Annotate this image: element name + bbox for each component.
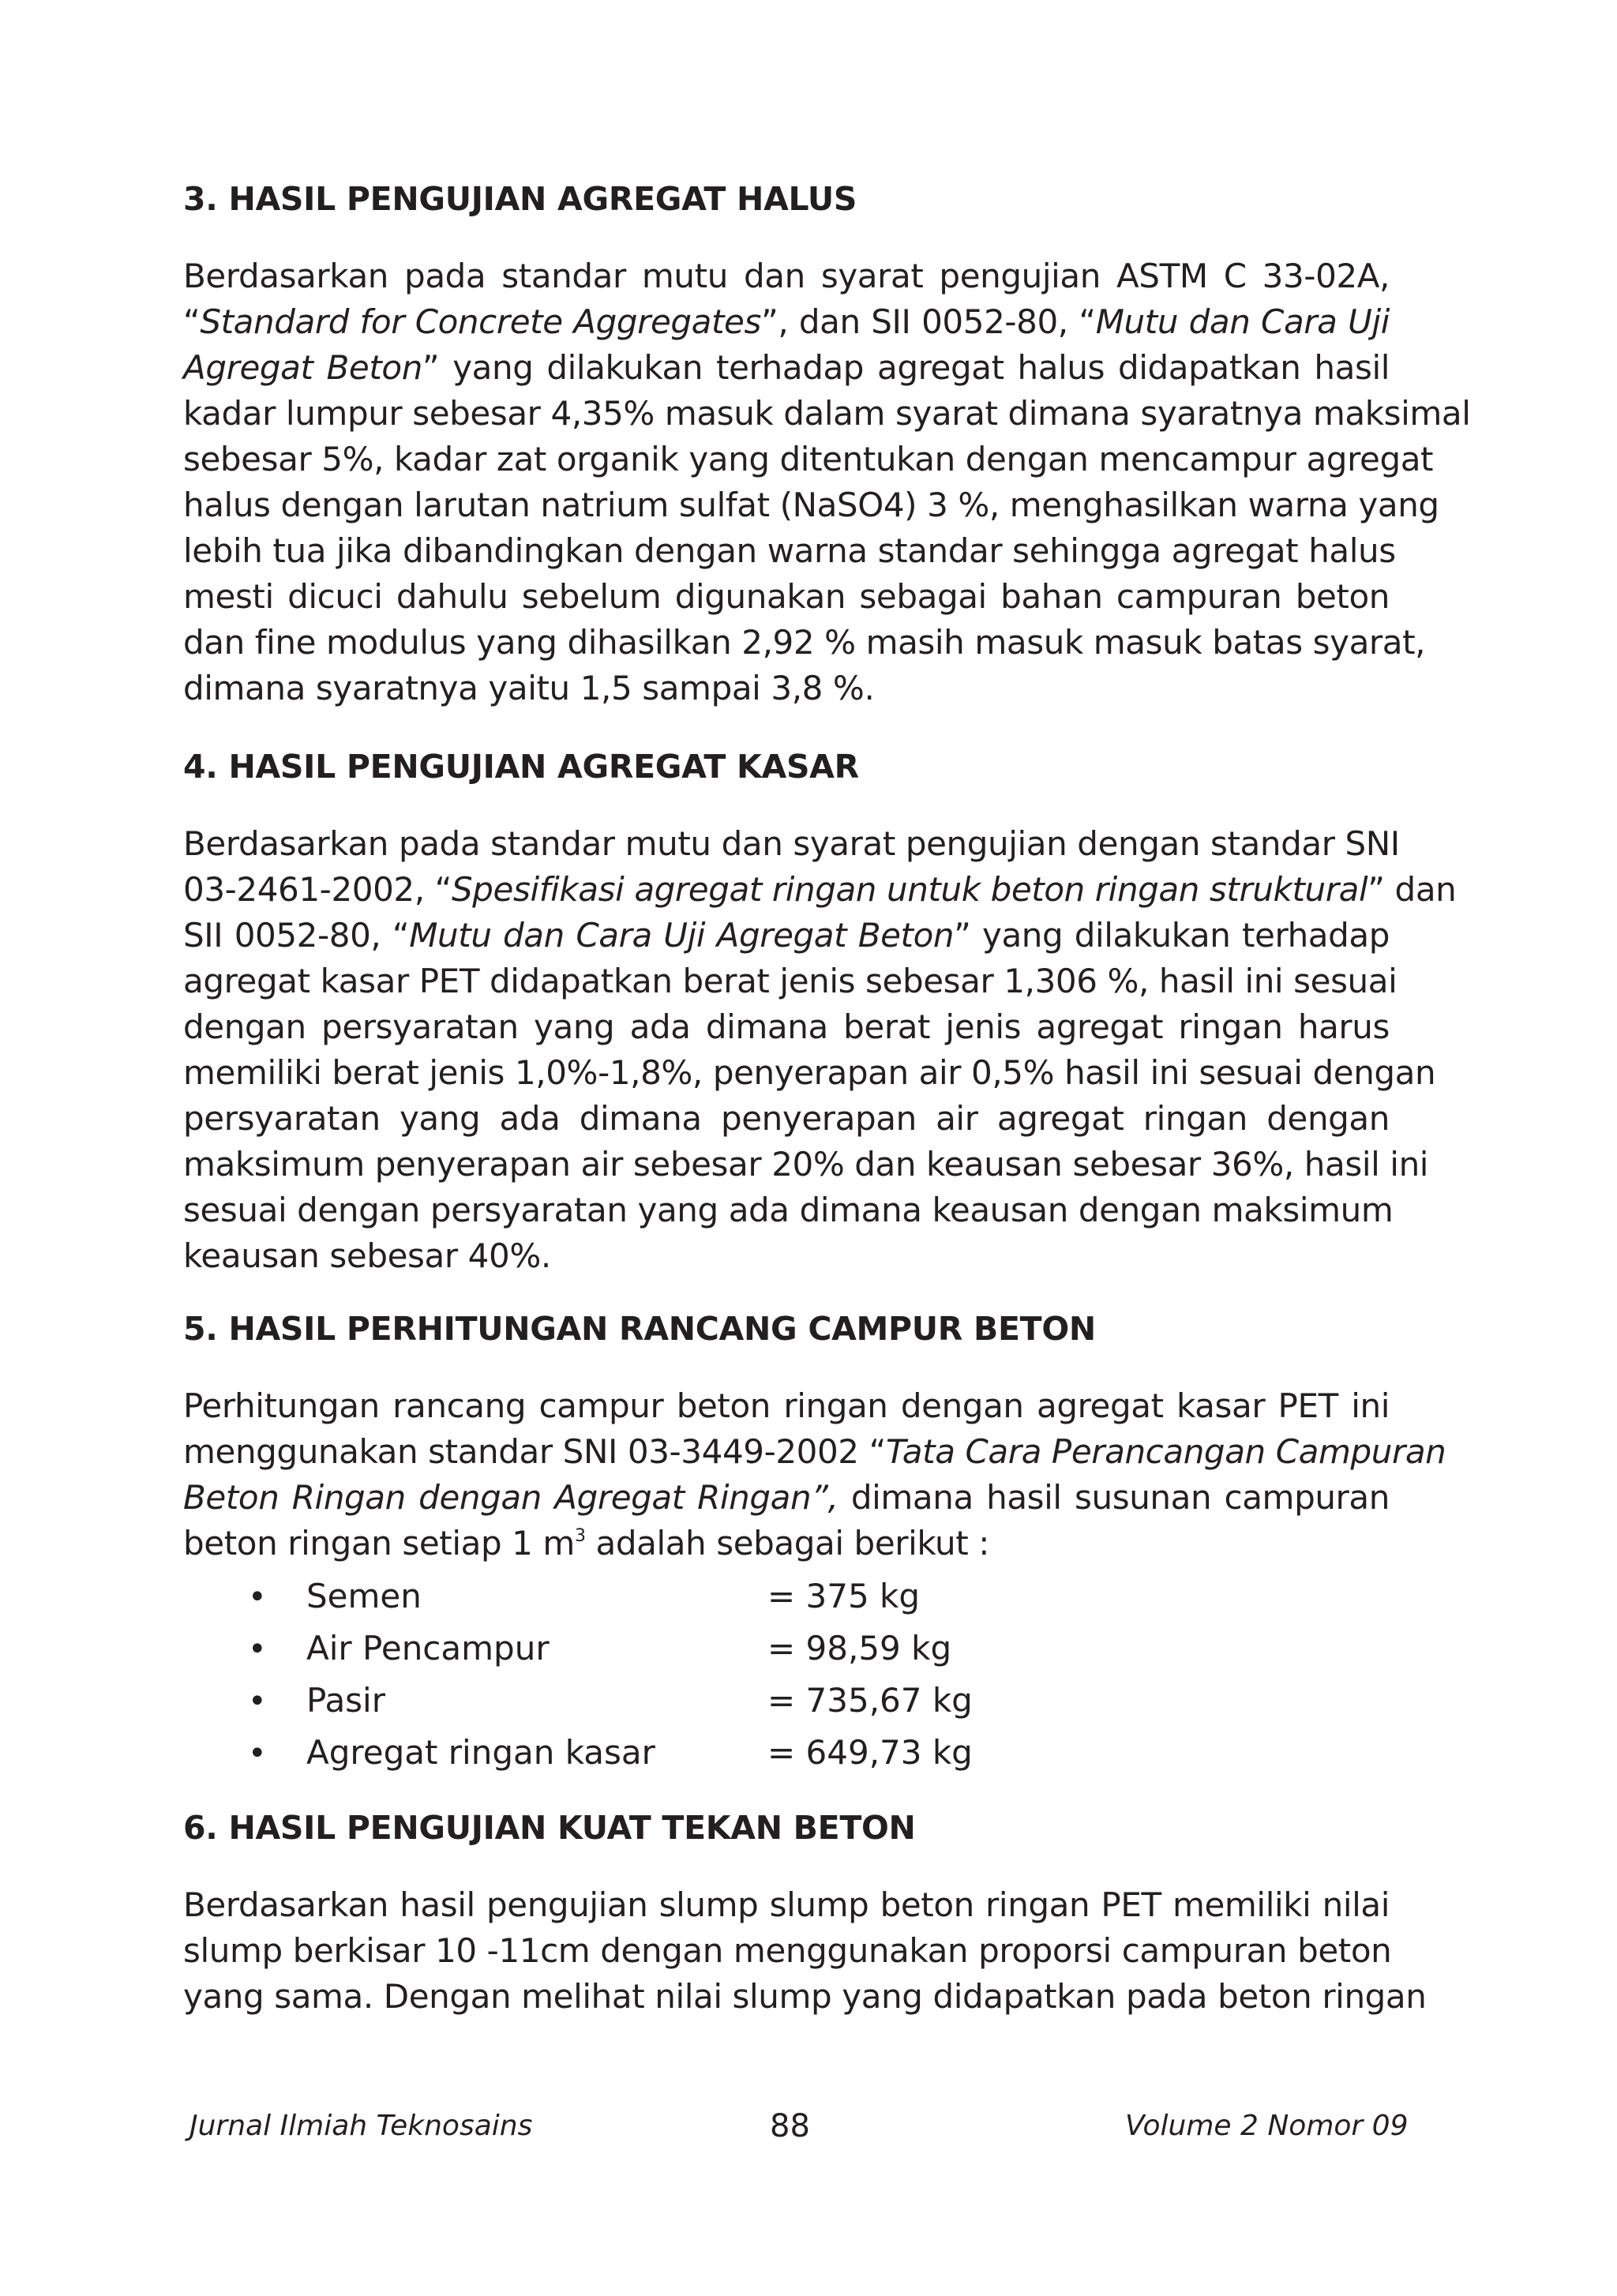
section-3-paragraph: [183, 253, 1471, 711]
document-page: [183, 0, 1471, 2296]
paragraph-line: sebesar 5%, kadar zat organik yang ditentukan dengan mencampur agregat: [183, 440, 1434, 478]
material-value: = 649,73 kg: [767, 1733, 973, 1772]
paragraph-text: adalah sebagai berikut :: [585, 1524, 990, 1563]
paragraph-line: dan fine modulus yang dihasilkan 2,92 % masih masuk masuk batas syarat,: [183, 623, 1426, 662]
paragraph-line: keausan sebesar 40%.: [183, 1236, 551, 1275]
list-item: [248, 1727, 973, 1779]
paragraph-text: beton ringan setiap 1 m: [183, 1524, 575, 1563]
paragraph-line: dengan persyaratan yang ada dimana berat jenis agregat ringan harus: [183, 1007, 1390, 1046]
paragraph-line: 03-2461-2002, “Spesifikasi agregat ringan untuk beton ringan struktural” dan: [183, 870, 1457, 909]
section-4-heading: 4. HASIL PENGUJIAN AGREGAT KASAR: [183, 748, 859, 786]
superscript-text: 3: [574, 1526, 586, 1546]
footer-journal-name: Jurnal Ilmiah Teknosains: [189, 2110, 533, 2142]
paragraph-line: maksimum penyerapan air sebesar 20% dan keausan sebesar 36%, hasil ini: [183, 1145, 1429, 1184]
mix-composition-list: [248, 1570, 973, 1779]
paragraph-line: Agregat Beton” yang dilakukan terhadap agregat halus didapatkan hasil: [183, 348, 1390, 387]
footer-volume: Volume 2 Nomor 09: [1125, 2110, 1409, 2142]
material-value: = 375 kg: [767, 1577, 921, 1615]
paragraph-line: Perhitungan rancang campur beton ringan dengan agregat kasar PET ini: [183, 1386, 1390, 1425]
paragraph-line: Berdasarkan pada standar mutu dan syarat pengujian ASTM C 33-02A,: [183, 257, 1390, 295]
material-name: Pasir: [306, 1681, 385, 1720]
material-name: Agregat ringan kasar: [306, 1733, 655, 1772]
paragraph-line: SII 0052-80, “Mutu dan Cara Uji Agregat Beton” yang dilakukan terhadap: [183, 916, 1390, 955]
material-value: = 735,67 kg: [767, 1681, 973, 1720]
page-number: 88: [770, 2108, 810, 2144]
paragraph-line: yang sama. Dengan melihat nilai slump yang didapatkan pada beton ringan: [183, 1977, 1427, 2016]
paragraph-line: “Standard for Concrete Aggregates”, dan SII 0052-80, “Mutu dan Cara Uji: [183, 302, 1390, 341]
paragraph-line: memiliki berat jenis 1,0%-1,8%, penyerapan air 0,5% hasil ini sesuai dengan: [183, 1053, 1436, 1092]
paragraph-line: Berdasarkan pada standar mutu dan syarat pengujian dengan standar SNI: [183, 824, 1400, 863]
paragraph-line: kadar lumpur sebesar 4,35% masuk dalam syarat dimana syaratnya maksimal: [183, 394, 1471, 433]
paragraph-line: [183, 1521, 1390, 1566]
list-item: [248, 1675, 973, 1727]
paragraph-line: dimana syaratnya yaitu 1,5 sampai 3,8 %.: [183, 669, 875, 707]
section-6-paragraph: [183, 1882, 1427, 2020]
section-4-paragraph: [183, 821, 1457, 1279]
bullet-icon: •: [248, 1735, 267, 1772]
material-name: Semen: [306, 1577, 422, 1615]
paragraph-line: mesti dicuci dahulu sebelum digunakan sebagai bahan campuran beton: [183, 577, 1390, 616]
bullet-icon: •: [248, 1631, 267, 1668]
paragraph-line: agregat kasar PET didapatkan berat jenis sebesar 1,306 %, hasil ini sesuai: [183, 962, 1398, 1000]
paragraph-line: Beton Ringan dengan Agregat Ringan”, dimana hasil susunan campuran: [183, 1478, 1390, 1517]
paragraph-line: sesuai dengan persyaratan yang ada dimana keausan dengan maksimum: [183, 1191, 1394, 1229]
list-item: [248, 1623, 973, 1675]
bullet-icon: •: [248, 1579, 267, 1615]
material-value: = 98,59 kg: [767, 1629, 952, 1668]
list-item: [248, 1570, 973, 1623]
section-5-paragraph: [183, 1383, 1446, 1566]
paragraph-line: menggunakan standar SNI 03-3449-2002 “Tata Cara Perancangan Campuran: [183, 1432, 1446, 1471]
material-name: Air Pencampur: [306, 1629, 550, 1668]
paragraph-line: persyaratan yang ada dimana penyerapan air agregat ringan dengan: [183, 1099, 1390, 1138]
paragraph-line: Berdasarkan hasil pengujian slump slump beton ringan PET memiliki nilai: [183, 1885, 1390, 1924]
section-6-heading: 6. HASIL PENGUJIAN KUAT TEKAN BETON: [183, 1809, 916, 1847]
paragraph-line: slump berkisar 10 -11cm dengan menggunakan proporsi campuran beton: [183, 1931, 1392, 1970]
paragraph-line: halus dengan larutan natrium sulfat (NaSO4) 3 %, menghasilkan warna yang: [183, 486, 1439, 524]
paragraph-line: lebih tua jika dibandingkan dengan warna standar sehingga agregat halus: [183, 531, 1396, 570]
section-3-heading: 3. HASIL PENGUJIAN AGREGAT HALUS: [183, 180, 857, 218]
bullet-icon: •: [248, 1683, 267, 1720]
section-5-heading: 5. HASIL PERHITUNGAN RANCANG CAMPUR BETON: [183, 1310, 1096, 1348]
